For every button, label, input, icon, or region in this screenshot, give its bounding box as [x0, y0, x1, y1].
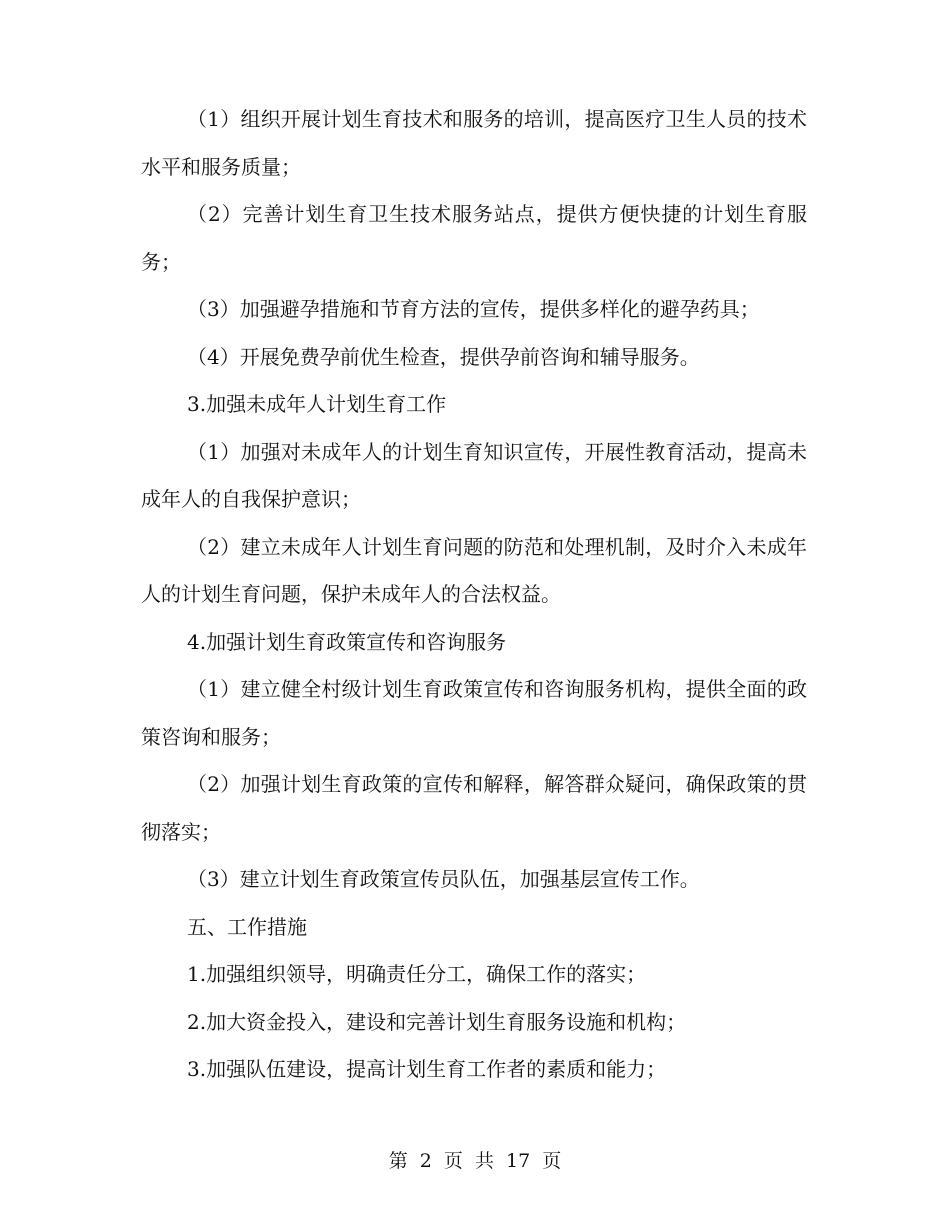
- body-text: [141, 96, 807, 1094]
- section-heading: 五、工作措施: [187, 914, 307, 939]
- paragraph: 3.加强队伍建设，提高计划生育工作者的素质和能力；: [187, 1057, 667, 1081]
- paragraph: （3）建立计划生育政策宣传员队伍，加强基层宣传工作。: [187, 867, 700, 891]
- paragraph: （2）建立未成年人计划生育问题的防范和处理机制，及时介入未成年人的计划生育问题，保护未成年人的合法权益。: [141, 534, 807, 606]
- paragraph: （1）建立健全村级计划生育政策宣传和咨询服务机构，提供全面的政策咨询和服务；: [141, 677, 807, 749]
- section-heading: 3.加强未成年人计划生育工作: [187, 392, 447, 416]
- paragraph: 2.加大资金投入，建设和完善计划生育服务设施和机构；: [187, 1009, 687, 1034]
- paragraph: （1）组织开展计划生育技术和服务的培训，提高医疗卫生人员的技术水平和服务质量；: [141, 107, 807, 179]
- paragraph: （3）加强避孕措施和节育方法的宣传，提供多样化的避孕药具；: [187, 297, 760, 321]
- paragraph: （2）完善计划生育卫生技术服务站点，提供方便快捷的计划生育服务；: [141, 202, 807, 274]
- section-heading: 4.加强计划生育政策宣传和咨询服务: [187, 629, 507, 654]
- paragraph: （1）加强对未成年人的计划生育知识宣传，开展性教育活动，提高未成年人的自我保护意识；: [141, 439, 807, 511]
- paragraph: 1.加强组织领导，明确责任分工，确保工作的落实；: [187, 962, 647, 986]
- paragraph: （2）加强计划生育政策的宣传和解释，解答群众疑问，确保政策的贯彻落实；: [141, 772, 807, 844]
- paragraph: （4）开展免费孕前优生检查，提供孕前咨询和辅导服务。: [187, 344, 700, 369]
- page-number-footer: 第 2 页 共 17 页: [388, 1150, 562, 1172]
